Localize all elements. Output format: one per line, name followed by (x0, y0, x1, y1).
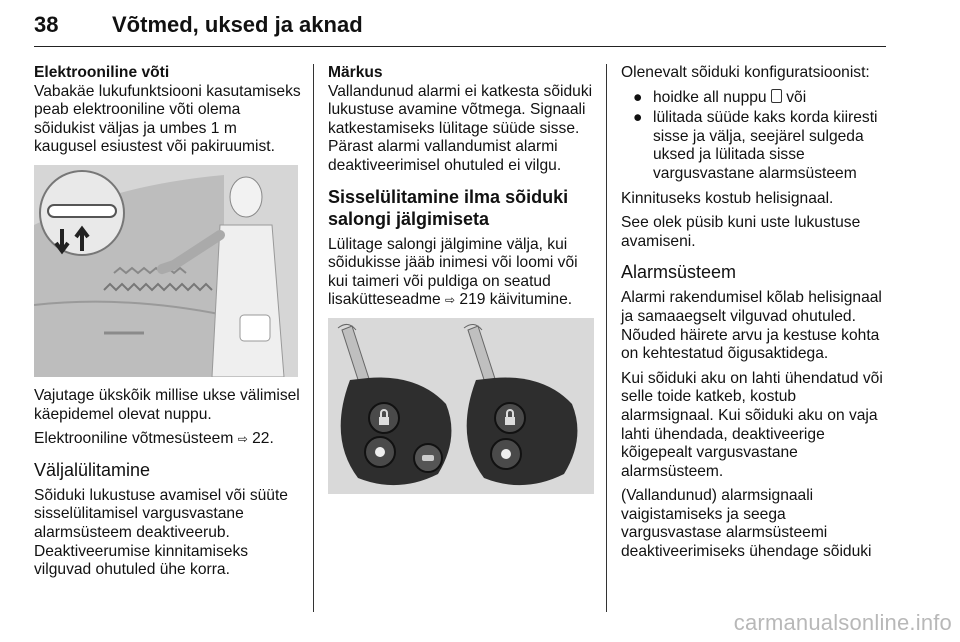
paragraph-monitoring-off: Lülitage salongi jälgimine välja, kui sõidukisse jääb inimesi või loomi või kui taimeri või puldiga on seatud lisakütteseadme ⇨ 219 käivitumine. (328, 235, 578, 309)
section-heading-electronic-key: Elektrooniline võti (34, 64, 170, 81)
paragraph-state: See olek püsib kuni uste lukustuse avamiseni. (621, 214, 861, 250)
paragraph-battery: Kui sõiduki aku on lahti ühendatud või selle toide katkeb, kostub alarmsignaal. Kui sõiduki aku on vaja lahti ühendada, deaktiveerige kõigepealt vargusvastane alarmsüsteem. (621, 369, 883, 480)
options-list (621, 89, 889, 184)
chapter-title: Võtmed, uksed ja aknad (112, 12, 363, 37)
paragraph-press-handle: Vajutage ükskõik millise ukse välimisel käepidemel olevat nuppu. (34, 386, 300, 423)
column-divider (606, 64, 607, 612)
note-title: Märkus (328, 64, 383, 81)
paragraph-electronic-key-system: Elektrooniline võtmesüsteem ⇨ 22. (34, 430, 274, 448)
note-text: Vallandunud alarmi ei katkesta sõiduki lukustuse avamine võtmega. Signaali katkestamiseks lülitage süüde sisse. Pärast alarmi vallandumist alarmi deaktiveerimisel ohutuled ei vilgu. (328, 82, 593, 174)
section-heading-activation: Sisselülitamine ilma sõiduki salongi jälgimiseta (328, 186, 569, 229)
section-heading-alarm: Alarmsüsteem (621, 262, 737, 283)
paragraph-deactivation: Sõiduki lukustuse avamisel või süüte sisselülitamisel vargusvastane alarmsüsteem deaktiveerub. Deaktiveerumise kinnitamiseks vilguvad ohutuled ühe korra. (34, 486, 288, 579)
watermark: carmanualsonline.info (733, 610, 952, 635)
door-handle-illustration (34, 165, 298, 377)
page-number: 38 (34, 12, 59, 37)
paragraph-alarm-trigger: Alarmi rakendumisel kõlab helisignaal ja samaaegselt vilguvad ohutuled. Nõuded häirete arvu ja kestuse kohta on kehtestatud õigusaktidega. (621, 289, 882, 363)
arrow-reference-icon: ⇨ (445, 293, 456, 308)
paragraph-silence-alarm: (Vallandunud) alarmsignaali vaigistamiseks ja seega vargusvastase alarmsüsteemi deaktiveerimiseks ühendage sõiduki (621, 487, 872, 561)
paragraph-handsfree: Vabakäe lukufunktsiooni kasutamiseks peab elektrooniline võti olema sõidukist väljas ja umbes 1 m kaugusel esiustest või pakiruumist. (34, 82, 301, 156)
column-middle (328, 64, 598, 504)
key-fob-illustration (328, 318, 594, 494)
column-left (34, 64, 302, 586)
section-heading-disable: Väljalülitamine (34, 459, 151, 480)
column-right (621, 64, 889, 568)
arrow-reference-icon: ⇨ (237, 432, 248, 447)
lock-icon (771, 89, 782, 103)
paragraph-configuration: Olenevalt sõiduki konfiguratsioonist: (621, 64, 870, 81)
column-divider (313, 64, 314, 612)
page-header (34, 8, 886, 47)
list-item: ● lülitada süüde kaks korda kiiresti sisse ja välja, seejärel sulgeda uksed ja lülitada sisse vargusvastane alarmsüsteem (633, 109, 878, 182)
list-item: ● hoidke all nuppu või (633, 88, 807, 106)
paragraph-confirmation: Kinnituseks kostub helisignaal. (621, 189, 834, 207)
